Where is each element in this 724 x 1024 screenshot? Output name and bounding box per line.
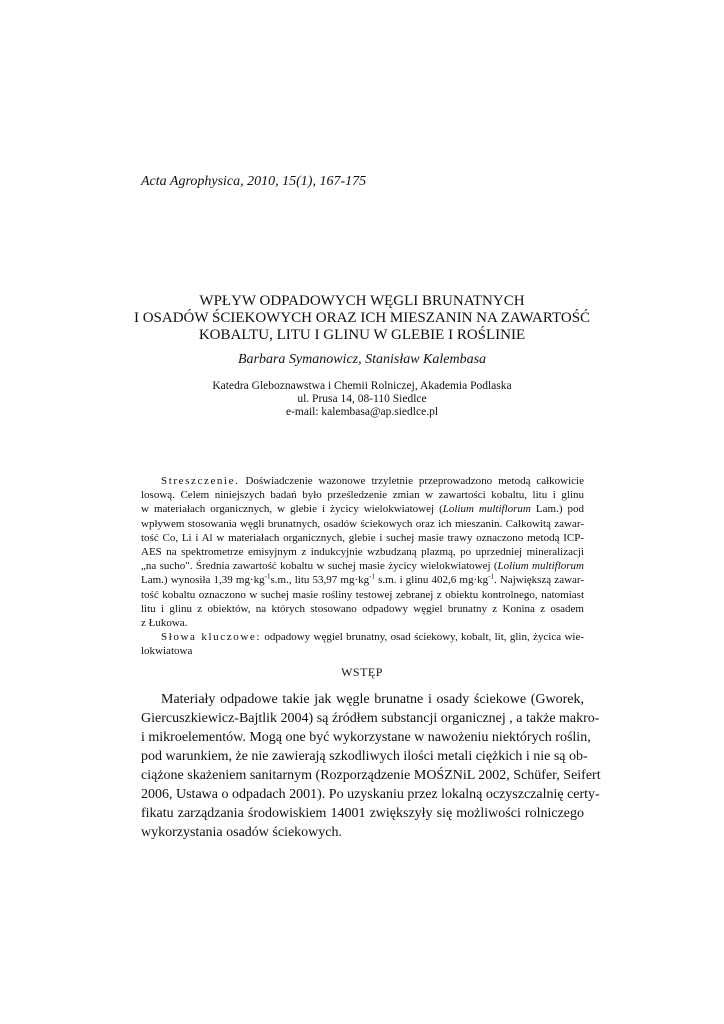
abstract-text: kg bbox=[477, 574, 489, 587]
species-name: Lolium multiflorum bbox=[497, 560, 584, 573]
abstract bbox=[141, 474, 584, 659]
abstract-line: tość Co, Li i Al w materiałach organicznych, glebie i suchej masie trawy oznaczono metodą ICP- bbox=[141, 531, 584, 544]
body-line: 2006, Ustawa o odpadach 2001). Po uzyskaniu przez lokalną oczyszczalnię certy- bbox=[141, 787, 600, 802]
unit-dot: · bbox=[250, 574, 254, 587]
abstract-line bbox=[141, 559, 584, 573]
abstract-line: z Łukowa. bbox=[141, 617, 188, 630]
abstract-label: Streszczenie. bbox=[161, 475, 240, 487]
unit-dot: · bbox=[354, 574, 359, 587]
title-line: WPŁYW ODPADOWYCH WĘGLI BRUNATNYCH bbox=[199, 293, 525, 309]
keywords-text: odpadowy węgiel brunatny, osad ściekowy, kobalt, lit, glin, życica wie- bbox=[261, 631, 584, 644]
body-line: wykorzystania osadów ściekowych. bbox=[141, 825, 343, 840]
abstract-line bbox=[141, 502, 584, 516]
body-line: fikatu zarządzania środowiskiem 14001 zwiększyły się możliwości rolniczego bbox=[141, 806, 584, 821]
keywords-line bbox=[141, 630, 584, 644]
abstract-text: Doświadczenie wazonowe trzyletnie przeprowadzono metodą całkowicie bbox=[245, 475, 584, 487]
abstract-text: w materiałach organicznych, w glebie i życicy wielokwiatowej ( bbox=[141, 503, 443, 516]
unit-dot: · bbox=[473, 574, 478, 587]
abstract-line: tość kobaltu oznaczono w suchej masie rośliny testowej zebranej z obiektu kontrolnego, natomiast bbox=[141, 588, 584, 601]
abstract-text: kg bbox=[358, 574, 370, 587]
superscript: -1 bbox=[264, 572, 271, 581]
superscript: -1 bbox=[488, 572, 494, 581]
abstract-text: . Największą zawar- bbox=[493, 574, 585, 587]
abstract-line bbox=[141, 573, 584, 587]
body-text bbox=[141, 690, 601, 842]
body-line: Materiały odpadowe takie jak węgle brunatne i osady ściekowe (Gworek, bbox=[161, 692, 584, 707]
abstract-line: losową. Celem niniejszych badań było prześledzenie zmian w zawartości kobaltu, litu i glinu bbox=[141, 489, 584, 502]
body-line: i mikroelementów. Mogą one być wykorzystane w nawożeniu niektórych roślin, bbox=[141, 730, 591, 745]
affiliation bbox=[100, 380, 624, 419]
superscript: -1 bbox=[369, 572, 375, 581]
abstract-text: „na sucho". Średnia zawartość kobaltu w suchej masie życicy wielokwiatowej ( bbox=[141, 560, 498, 573]
title-line: KOBALTU, LITU I GLINU W GLEBIE I ROŚLINIE bbox=[198, 327, 526, 343]
abstract-text: s.m., litu 53,97 mg bbox=[270, 574, 355, 587]
body-line: pod warunkiem, że nie zawierają szkodliwych ilości metali ciężkich i nie są ob- bbox=[141, 749, 588, 764]
authors: Barbara Symanowicz, Stanisław Kalembasa bbox=[237, 352, 487, 367]
keywords-line: lokwiatowa bbox=[141, 645, 193, 658]
title-line: I OSADÓW ŚCIEKOWYCH ORAZ ICH MIESZANIN NA ZAWARTOŚĆ bbox=[133, 310, 591, 326]
section-heading: WSTĘP bbox=[341, 665, 383, 679]
abstract-text: Lam.) wynosiła 1,39 mg bbox=[141, 574, 250, 587]
affiliation-line: Katedra Gleboznawstwa i Chemii Rolniczej, Akademia Podlaska bbox=[212, 380, 512, 392]
email: e-mail: kalembasa@ap.siedlce.pl bbox=[285, 406, 439, 418]
abstract-text: Lam.) pod bbox=[530, 503, 585, 516]
affiliation-line: ul. Prusa 14, 08-110 Siedlce bbox=[297, 393, 427, 405]
abstract-line: wpływem stosowania węgli brunatnych, osadów ściekowych oraz ich mieszanin. Całkowitą zawar- bbox=[141, 517, 584, 530]
abstract-text: kg bbox=[253, 574, 265, 587]
abstract-line: AES na spektrometrze emisyjnym z indukcyjnie wzbudzaną plazmą, po uprzedniej mineralizacji bbox=[141, 546, 584, 559]
body-line: ciążone skażeniem sanitarnym (Rozporządzenie MOŚZNiL 2002, Schüfer, Seifert bbox=[141, 768, 601, 783]
body-line: Giercuszkiewicz-Bajtlik 2004) są źródłem substancji organicznej , a także makro- bbox=[141, 711, 600, 726]
abstract-line: litu i glinu z obiektów, na których stosowano odpadowy węgiel brunatny z Konina z osadem bbox=[141, 602, 584, 615]
abstract-text: s.m. i glinu 402,6 mg bbox=[375, 574, 474, 587]
article-title bbox=[100, 293, 624, 344]
journal-reference: Acta Agrophysica, 2010, 15(1), 167-175 bbox=[141, 174, 367, 189]
abstract-line bbox=[141, 474, 584, 488]
keywords-label: Słowa kluczowe: bbox=[161, 631, 262, 644]
species-name: Lolium multiflorum bbox=[442, 503, 531, 516]
